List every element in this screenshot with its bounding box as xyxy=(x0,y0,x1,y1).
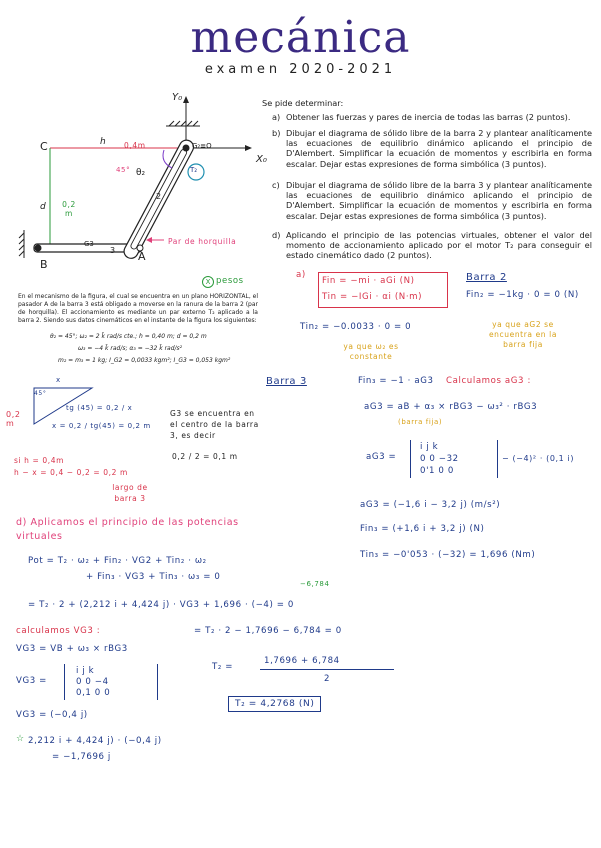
statement-data-3: m₂ = m₃ = 1 kg; I_G2 = 0,0033 kgm²; I_G3 = 0,053 kgm² xyxy=(58,357,231,364)
star-line: 2,212 i + 4,424 j) · (−0,4 j) xyxy=(28,736,162,746)
vdet-row-3: 0,1 0 0 xyxy=(76,688,111,698)
largo-barra3: largo de barra 3 xyxy=(112,483,148,503)
q-a-text: Obtener las fuerzas y pares de inercia de todas las barras (2 puntos). xyxy=(286,112,571,122)
note-ag2: ya que aG2 se encuentra en la barra fija xyxy=(488,320,558,349)
t2-lhs: T₂ = xyxy=(212,662,234,672)
star-icon: ☆ xyxy=(16,734,25,744)
vdet-row-1: i j k xyxy=(76,666,95,676)
mechanism-figure xyxy=(14,88,260,284)
det-row-3: 0'1 0 0 xyxy=(420,466,454,476)
angle-value: 45° xyxy=(116,166,131,174)
q-c-letter: c) xyxy=(272,180,280,190)
pesos-note: pesos xyxy=(216,276,244,286)
d-heading: d) Aplicamos el principio de las potencias virtuales xyxy=(16,517,239,542)
tin-eq: Tin = −IGi · αi (N·m) xyxy=(322,292,423,302)
t2-final-result: T₂ = 4,2768 (N) xyxy=(228,696,321,712)
ag3-result: aG3 = (−1,6 i − 3,2 j) (m/s²) xyxy=(360,500,501,510)
pot-line-3: = T₂ · 2 + (2,212 i + 4,424 j) · VG3 + 1,696 · (−4) = 0 xyxy=(28,600,294,610)
note-w2: ya que ω₂ es constante xyxy=(343,342,399,361)
fixed-support-left xyxy=(19,230,24,258)
fixed-support-top xyxy=(166,121,200,126)
q-d-text: Aplicando el principio de las potencias virtuales, obtener el valor del momento de accionamiento aplicado por el motor T₂ para conseguir el estado cinemático dado (2 puntos). xyxy=(286,230,592,261)
label-y0: Y₀ xyxy=(172,92,183,103)
small-val: −6,784 xyxy=(300,580,330,588)
q-a-letter: a) xyxy=(272,112,281,122)
h-value: 0,4m xyxy=(124,141,146,150)
tin3-result: Tin₃ = −0'053 · (−32) = 1,696 (Nm) xyxy=(360,550,536,560)
horquilla-note: Par de horquilla xyxy=(168,237,237,246)
pin-O xyxy=(183,145,190,152)
statement-data-2: ω₃ = −4 k̄ rad/s; α₃ = −32 k̄ rad/s² xyxy=(78,345,183,352)
ag3-eq: aG3 = aB + α₃ × rBG3 − ω₃² · rBG3 xyxy=(364,402,538,412)
barra2-heading: Barra 2 xyxy=(466,272,507,283)
label-b: B xyxy=(40,258,48,271)
vdet-row-2: 0 0 −4 xyxy=(76,677,109,687)
q-b-text: Dibujar el diagrama de sólido libre de la barra 2 y plantear analíticamente las ecuaciones de equilibrio dinámico aplicando el principio de D'Alembert. Simplificar la ecuación de momentos y escribirla en forma escalar. Dejar estas expresiones de forma simbólica (3 puntos). xyxy=(286,128,592,169)
tri-angle: 45° xyxy=(34,390,47,397)
si-h: si h = 0,4m xyxy=(14,456,65,465)
vg3-eq: VG3 = VB + ω₃ × rBG3 xyxy=(16,644,128,654)
fin3-def: Fin₃ = −1 · aG3 xyxy=(358,376,434,386)
pesos-mark: X xyxy=(202,276,214,288)
label-c: C xyxy=(40,140,48,153)
calc-ag3: Calculamos aG3 : xyxy=(446,376,531,386)
q-d-letter: d) xyxy=(272,230,281,240)
det-tail: − (−4)² · (0,1 i) xyxy=(502,454,575,463)
statement-data-1: θ₂ = 45°; ω₂ = 2 k̄ rad/s cte.; h = 0,40 m; d = 0,2 m xyxy=(50,333,207,340)
fin-eq: Fin = −mi · aGi (N) xyxy=(322,276,415,286)
fin3-result: Fin₃ = (+1,6 i + 3,2 j) (N) xyxy=(360,524,485,534)
q-b-letter: b) xyxy=(272,128,281,138)
tg-eq: tg (45) = 0,2 / x xyxy=(66,404,133,412)
label-bar2: 2 xyxy=(156,192,162,201)
det-row-1: i j k xyxy=(420,442,439,452)
tri-side: 0,2 m xyxy=(6,410,21,428)
label-x0: X₀ xyxy=(256,154,267,165)
t2-numerator: 1,7696 + 6,784 xyxy=(264,656,340,666)
page-subtitle: examen 2020-2021 xyxy=(204,62,397,77)
label-d: d xyxy=(40,202,46,212)
label-bar3: 3 xyxy=(110,246,116,255)
statement-paragraph: En el mecanismo de la figura, el cual se encuentra en un plano HORIZONTAL, el pasador A de la barra 3 está obligado a moverse en la ranura de la barra 2 (par de horquilla). El accionamiento es mediante un par externo T₂ aplicado a la barra 2. Siendo sus datos cinemáticos en el instante de la figura los siguientes: xyxy=(18,293,258,324)
x-eq: x = 0,2 / tg(45) = 0,2 m xyxy=(52,422,151,430)
t2-denominator: 2 xyxy=(324,674,331,684)
star-result: = −1,7696 j xyxy=(52,752,111,762)
tri-x: x xyxy=(56,376,61,384)
label-g3: G3 xyxy=(84,240,94,248)
det-row-2: 0 0 −32 xyxy=(420,454,459,464)
label-a: A xyxy=(138,250,146,263)
label-g2: G₂≡O xyxy=(192,142,212,150)
q-c-text: Dibujar el diagrama de sólido libre de la barra 3 y plantear analíticamente las ecuaciones de equilibrio dinámico aplicando el principio de D'Alembert. Simplificar la ecuación de momentos y escribirla en forma escalar. Dejar estas expresiones de forma simbólica (3 puntos). xyxy=(286,180,592,221)
pin-B xyxy=(35,245,42,252)
vg3-lhs: VG3 = xyxy=(16,676,47,686)
tin2-result: Tin₂ = −0.0033 · 0 = 0 xyxy=(300,322,412,332)
vg3-result: VG3 = (−0,4 j) xyxy=(16,710,88,720)
pot-line-1: Pot = T₂ · ω₂ + Fin₂ · VG2 + Tin₂ · ω₂ xyxy=(28,556,207,566)
label-t2: T₂ xyxy=(190,166,198,174)
t2-fraction-bar xyxy=(260,669,394,670)
g3-frac: 0,2 / 2 = 0,1 m xyxy=(172,452,238,461)
fin2-result: Fin₂ = −1kg · 0 = 0 (N) xyxy=(466,290,579,300)
page-title: mecánica xyxy=(190,12,411,63)
calc-vg3: calculamos VG3 : xyxy=(16,626,101,636)
h-minus-x: h − x = 0,4 − 0,2 = 0,2 m xyxy=(14,468,128,477)
label-theta: θ₂ xyxy=(136,168,146,178)
g3-note: G3 se encuentra en el centro de la barra 3, es decir xyxy=(170,409,259,440)
label-h: h xyxy=(100,137,106,147)
pot-line-2: + Fin₃ · VG3 + Tin₃ · ω₃ = 0 xyxy=(86,572,221,582)
ag3-note: (barra fija) xyxy=(398,418,443,426)
a-label: a) xyxy=(296,270,306,280)
ag3-lhs: aG3 = xyxy=(366,452,397,462)
pot-line-4: = T₂ · 2 − 1,7696 − 6,784 = 0 xyxy=(194,626,342,636)
d-value: 0,2 m xyxy=(62,200,76,218)
questions-intro: Se pide determinar: xyxy=(262,98,344,108)
barra3-heading: Barra 3 xyxy=(266,376,307,387)
